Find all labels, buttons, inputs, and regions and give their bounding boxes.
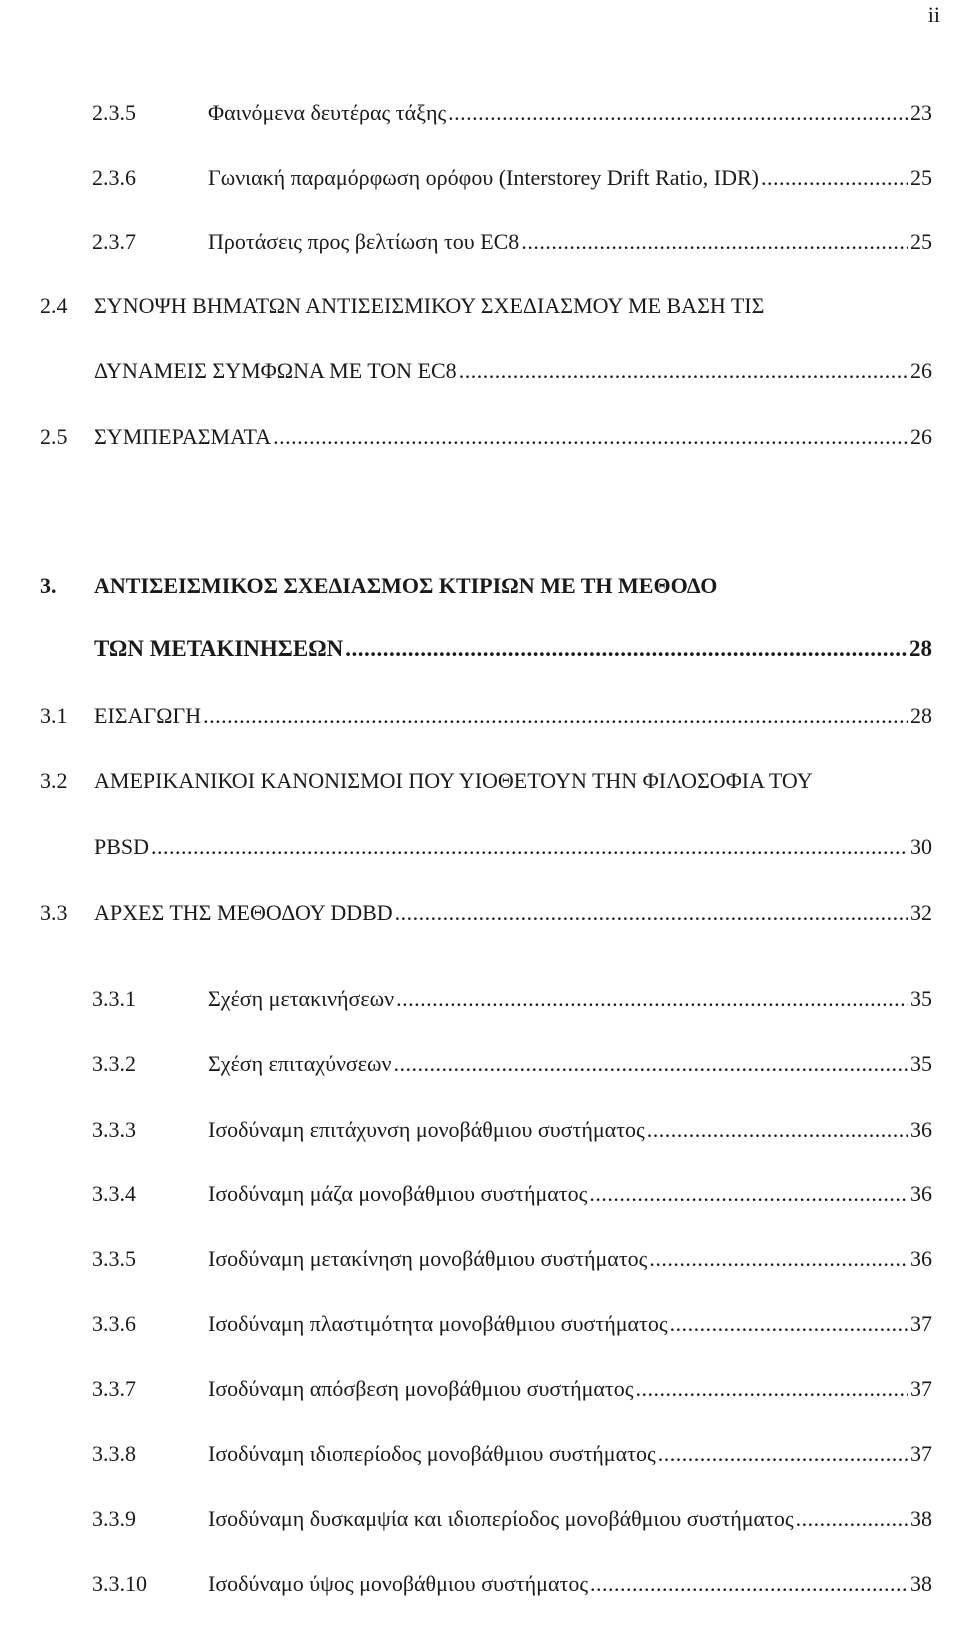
toc-page: 38 [910,1506,932,1531]
toc-leader [203,703,908,729]
toc-page: 28 [910,703,932,728]
toc-entry-3-3[interactable] [40,900,932,926]
toc-entry-3-2-line2[interactable] [94,834,932,860]
toc-title-continued: ΤΩΝ ΜΕΤΑΚΙΝΗΣΕΩΝ [94,636,344,661]
toc-number: 3.3.5 [92,1246,136,1271]
toc-leader [589,1181,908,1207]
toc-number: 3.3 [40,900,68,925]
toc-page: 38 [910,1571,932,1596]
toc-page: 23 [910,100,932,125]
toc-number: 3.2 [40,768,68,793]
toc-title: ΑΜΕΡΙΚΑΝΙΚΟΙ ΚΑΝΟΝΙΣΜΟΙ ΠΟΥ ΥΙΟΘΕΤΟΥΝ ΤΗΝ ΦΙΛΟΣΟΦΙΑ ΤΟΥ [94,768,813,793]
toc-title: Σχέση επιταχύνσεων [208,1051,392,1076]
toc-title-continued: PBSD [94,834,150,859]
toc-entry-2-5[interactable] [40,424,932,450]
toc-number: 2.4 [40,293,68,318]
toc-leader [393,1051,908,1077]
toc-leader [448,100,908,126]
toc-page: 25 [910,165,932,190]
toc-number: 3.3.9 [92,1506,136,1531]
toc-entry-2-3-7[interactable] [92,229,932,255]
toc-title: Ισοδύναμη επιτάχυνση μονοβάθμιου συστήματος [208,1117,645,1142]
toc-page: 37 [910,1441,932,1466]
toc-page: 28 [909,636,932,661]
toc-page: 25 [910,229,932,254]
toc-leader [647,1117,908,1143]
toc-title: ΣΥΜΠΕΡΑΣΜΑΤΑ [94,424,272,449]
toc-title: Φαινόμενα δευτέρας τάξης [208,100,447,125]
toc-entry-3-3-8[interactable] [92,1441,932,1467]
toc-leader [395,900,908,926]
toc-number: 3.1 [40,703,68,728]
toc-entry-2-4-line2[interactable] [94,358,932,384]
toc-leader [151,834,908,860]
toc-page: 35 [910,1051,932,1076]
toc-number: 3.3.4 [92,1181,136,1206]
toc-number: 2.3.5 [92,100,136,125]
toc-number: 2.3.7 [92,229,136,254]
toc-page: 30 [910,834,932,859]
toc-page: 32 [910,900,932,925]
toc-title: ΣΥΝΟΨΗ ΒΗΜΑΤΩΝ ΑΝΤΙΣΕΙΣΜΙΚΟΥ ΣΧΕΔΙΑΣΜΟΥ ΜΕ ΒΑΣΗ ΤΙΣ [94,293,765,318]
toc-title: ΑΝΤΙΣΕΙΣΜΙΚΟΣ ΣΧΕΔΙΑΣΜΟΣ ΚΤΙΡΙΩΝ ΜΕ ΤΗ ΜΕΘΟΔΟ [94,573,718,598]
toc-page: 36 [910,1117,932,1142]
toc-entry-3-1[interactable] [40,703,932,729]
toc-number: 3.3.2 [92,1051,136,1076]
toc-number: 3.3.10 [92,1571,147,1596]
toc-number: 3.3.6 [92,1311,136,1336]
toc-entry-3-3-7[interactable] [92,1376,932,1402]
toc-leader [459,358,908,384]
toc-title: Ισοδύναμη απόσβεση μονοβάθμιου συστήματος [208,1376,634,1401]
toc-entry-3-3-9[interactable] [92,1506,932,1532]
toc-number: 3. [40,573,57,598]
toc-leader [521,229,908,255]
toc-entry-3-3-1[interactable] [92,986,932,1012]
toc-entry-3-2-line1[interactable] [40,768,813,794]
toc-page: 37 [910,1376,932,1401]
toc-page: 26 [910,358,932,383]
toc-page: 35 [910,986,932,1011]
toc-entry-3-3-10[interactable] [92,1571,932,1597]
toc-entry-3-3-3[interactable] [92,1117,932,1143]
page-number: ii [927,2,940,27]
toc-entry-3-3-6[interactable] [92,1311,932,1337]
toc-entry-2-4-line1[interactable] [40,293,764,319]
toc-leader [590,1571,908,1597]
toc-entry-3-3-2[interactable] [92,1051,932,1077]
toc-title: Ισοδύναμη δυσκαμψία και ιδιοπερίοδος μονοβάθμιου συστήματος [208,1506,794,1531]
toc-title: Ισοδύναμη πλαστιμότητα μονοβάθμιου συστήματος [208,1311,668,1336]
toc-leader [658,1441,908,1467]
toc-title: Σχέση μετακινήσεων [208,986,395,1011]
toc-title: Προτάσεις προς βελτίωση του EC8 [208,229,520,254]
toc-leader [649,1246,908,1272]
toc-leader [396,986,908,1012]
toc-page: 36 [910,1246,932,1271]
toc-title: Ισοδύναμη ιδιοπερίοδος μονοβάθμιου συστήματος [208,1441,656,1466]
toc-title: ΕΙΣΑΓΩΓΗ [94,703,202,728]
toc-title: Ισοδύναμη μετακίνηση μονοβάθμιου συστήματος [208,1246,648,1271]
toc-number: 3.3.1 [92,986,136,1011]
toc-number: 2.3.6 [92,165,136,190]
toc-number: 3.3.3 [92,1117,136,1142]
toc-entry-2-3-6[interactable] [92,165,932,191]
toc-page: 37 [910,1311,932,1336]
toc-title: Γωνιακή παραμόρφωση ορόφου (Interstorey Drift Ratio, IDR) [208,165,759,190]
toc-title: ΑΡΧΕΣ ΤΗΣ ΜΕΘΟΔΟΥ DDBD [94,900,393,925]
toc-chapter-3-line2[interactable] [94,636,932,662]
toc-leader [273,424,908,450]
toc-page: 36 [910,1181,932,1206]
toc-leader [761,165,908,191]
toc-number: 2.5 [40,424,68,449]
toc-leader [345,636,907,662]
toc-title-continued: ΔΥΝΑΜΕΙΣ ΣΥΜΦΩΝΑ ΜΕ ΤΟΝ EC8 [94,358,457,383]
toc-title: Ισοδύναμο ύψος μονοβάθμιου συστήματος [208,1571,589,1596]
toc-entry-3-3-5[interactable] [92,1246,932,1272]
toc-page: 26 [910,424,932,449]
toc-leader [635,1376,908,1402]
toc-leader [670,1311,908,1337]
toc-chapter-3-line1[interactable] [40,573,717,599]
toc-title: Ισοδύναμη μάζα μονοβάθμιου συστήματος [208,1181,588,1206]
toc-number: 3.3.8 [92,1441,136,1466]
toc-number: 3.3.7 [92,1376,136,1401]
toc-entry-2-3-5[interactable] [92,100,932,126]
toc-entry-3-3-4[interactable] [92,1181,932,1207]
toc-leader [796,1506,908,1532]
